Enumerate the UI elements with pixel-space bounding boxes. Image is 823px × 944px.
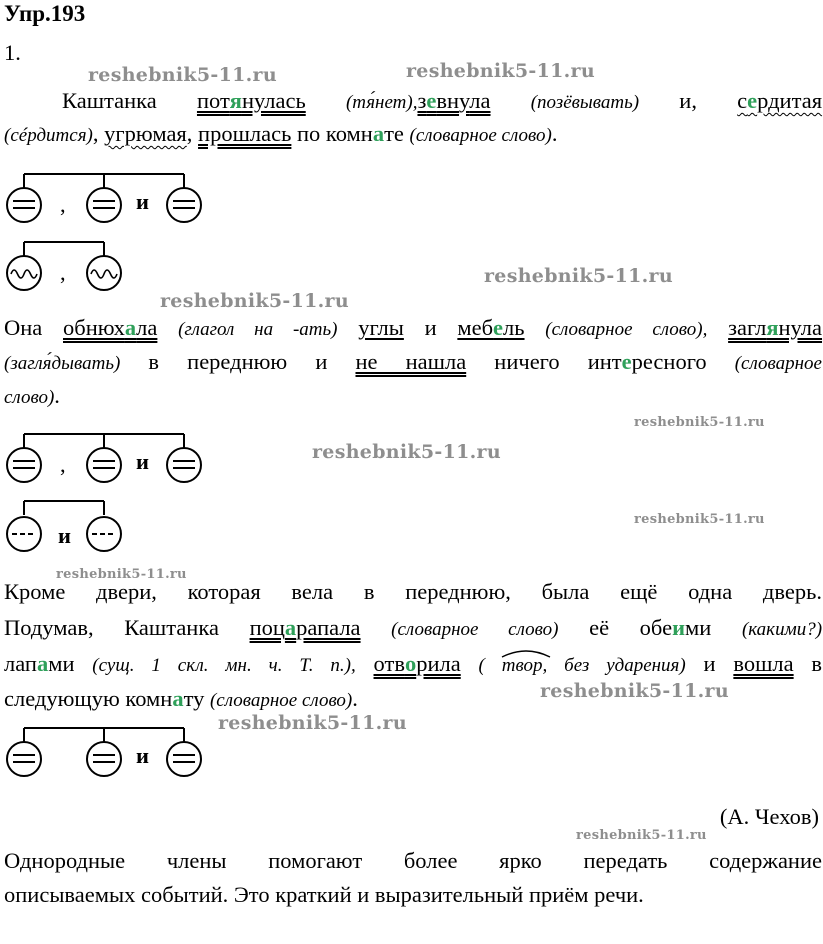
watermark: reshebnik5-11.ru: [484, 265, 673, 287]
sentence-2-line-2: (загля́дывать) в переднюю и не нашла ничего интересного (словарное: [4, 349, 822, 374]
conclusion-line-1: Однородные члены помогают более ярко передать содержание: [4, 848, 822, 873]
watermark: reshebnik5-11.ru: [576, 828, 707, 843]
scheme-4-conj: и: [58, 523, 71, 548]
scheme-4: [0, 497, 160, 557]
sentence-2-line-1: Она обнюхала (глагол на -ать) углы и мебель (словарное слово), заглянула: [4, 315, 823, 340]
scheme-3: [0, 430, 240, 490]
exercise-number: 1.: [4, 40, 21, 65]
scheme-1: [0, 170, 240, 230]
sentence-3-line-4: следующую комнату (словарное слово).: [4, 686, 358, 711]
scheme-1-comma: ,: [60, 192, 66, 217]
sentence-3-line-1: Кроме двери, которая вела в переднюю, была ещё одна дверь.: [4, 579, 822, 604]
sentence-1-line-2: (сéрдится), угрюмая, прошлась по комнате (словарное слово).: [4, 121, 558, 146]
watermark: reshebnik5-11.ru: [634, 415, 765, 430]
sentence-3-line-3: лапами (сущ. 1 скл. мн. ч. Т. п.), отворила ( твор, без ударения) и вошла в: [4, 651, 823, 676]
scheme-5-conj: и: [136, 743, 149, 768]
conclusion-line-2: описываемых событий. Это краткий и выразительный приём речи.: [4, 882, 644, 907]
watermark: reshebnik5-11.ru: [312, 441, 501, 463]
watermark: reshebnik5-11.ru: [540, 680, 729, 702]
scheme-2-comma: ,: [60, 260, 66, 285]
scheme-5: [0, 724, 240, 784]
watermark: reshebnik5-11.ru: [56, 567, 187, 582]
sentence-2-line-3: слово).: [4, 383, 60, 408]
watermark: reshebnik5-11.ru: [218, 712, 407, 734]
watermark: reshebnik5-11.ru: [634, 512, 765, 527]
sentence-1-line-1: Каштанка потянулась (тя́нет),зевнула (позёвывать) и, сердитая: [62, 88, 823, 113]
sentence-3-line-2: Подумав, Каштанка поцарапала (словарное слово) её обеими (какими?): [4, 615, 823, 640]
scheme-1-conj: и: [136, 189, 149, 214]
scheme-2: [0, 238, 160, 298]
watermark: reshebnik5-11.ru: [88, 64, 277, 86]
scheme-3-comma: ,: [60, 452, 66, 477]
scheme-3-conj: и: [136, 449, 149, 474]
watermark: reshebnik5-11.ru: [160, 290, 349, 312]
author: (А. Чехов): [719, 804, 819, 829]
exercise-title: Упр.193: [4, 1, 86, 26]
watermark: reshebnik5-11.ru: [406, 60, 595, 82]
